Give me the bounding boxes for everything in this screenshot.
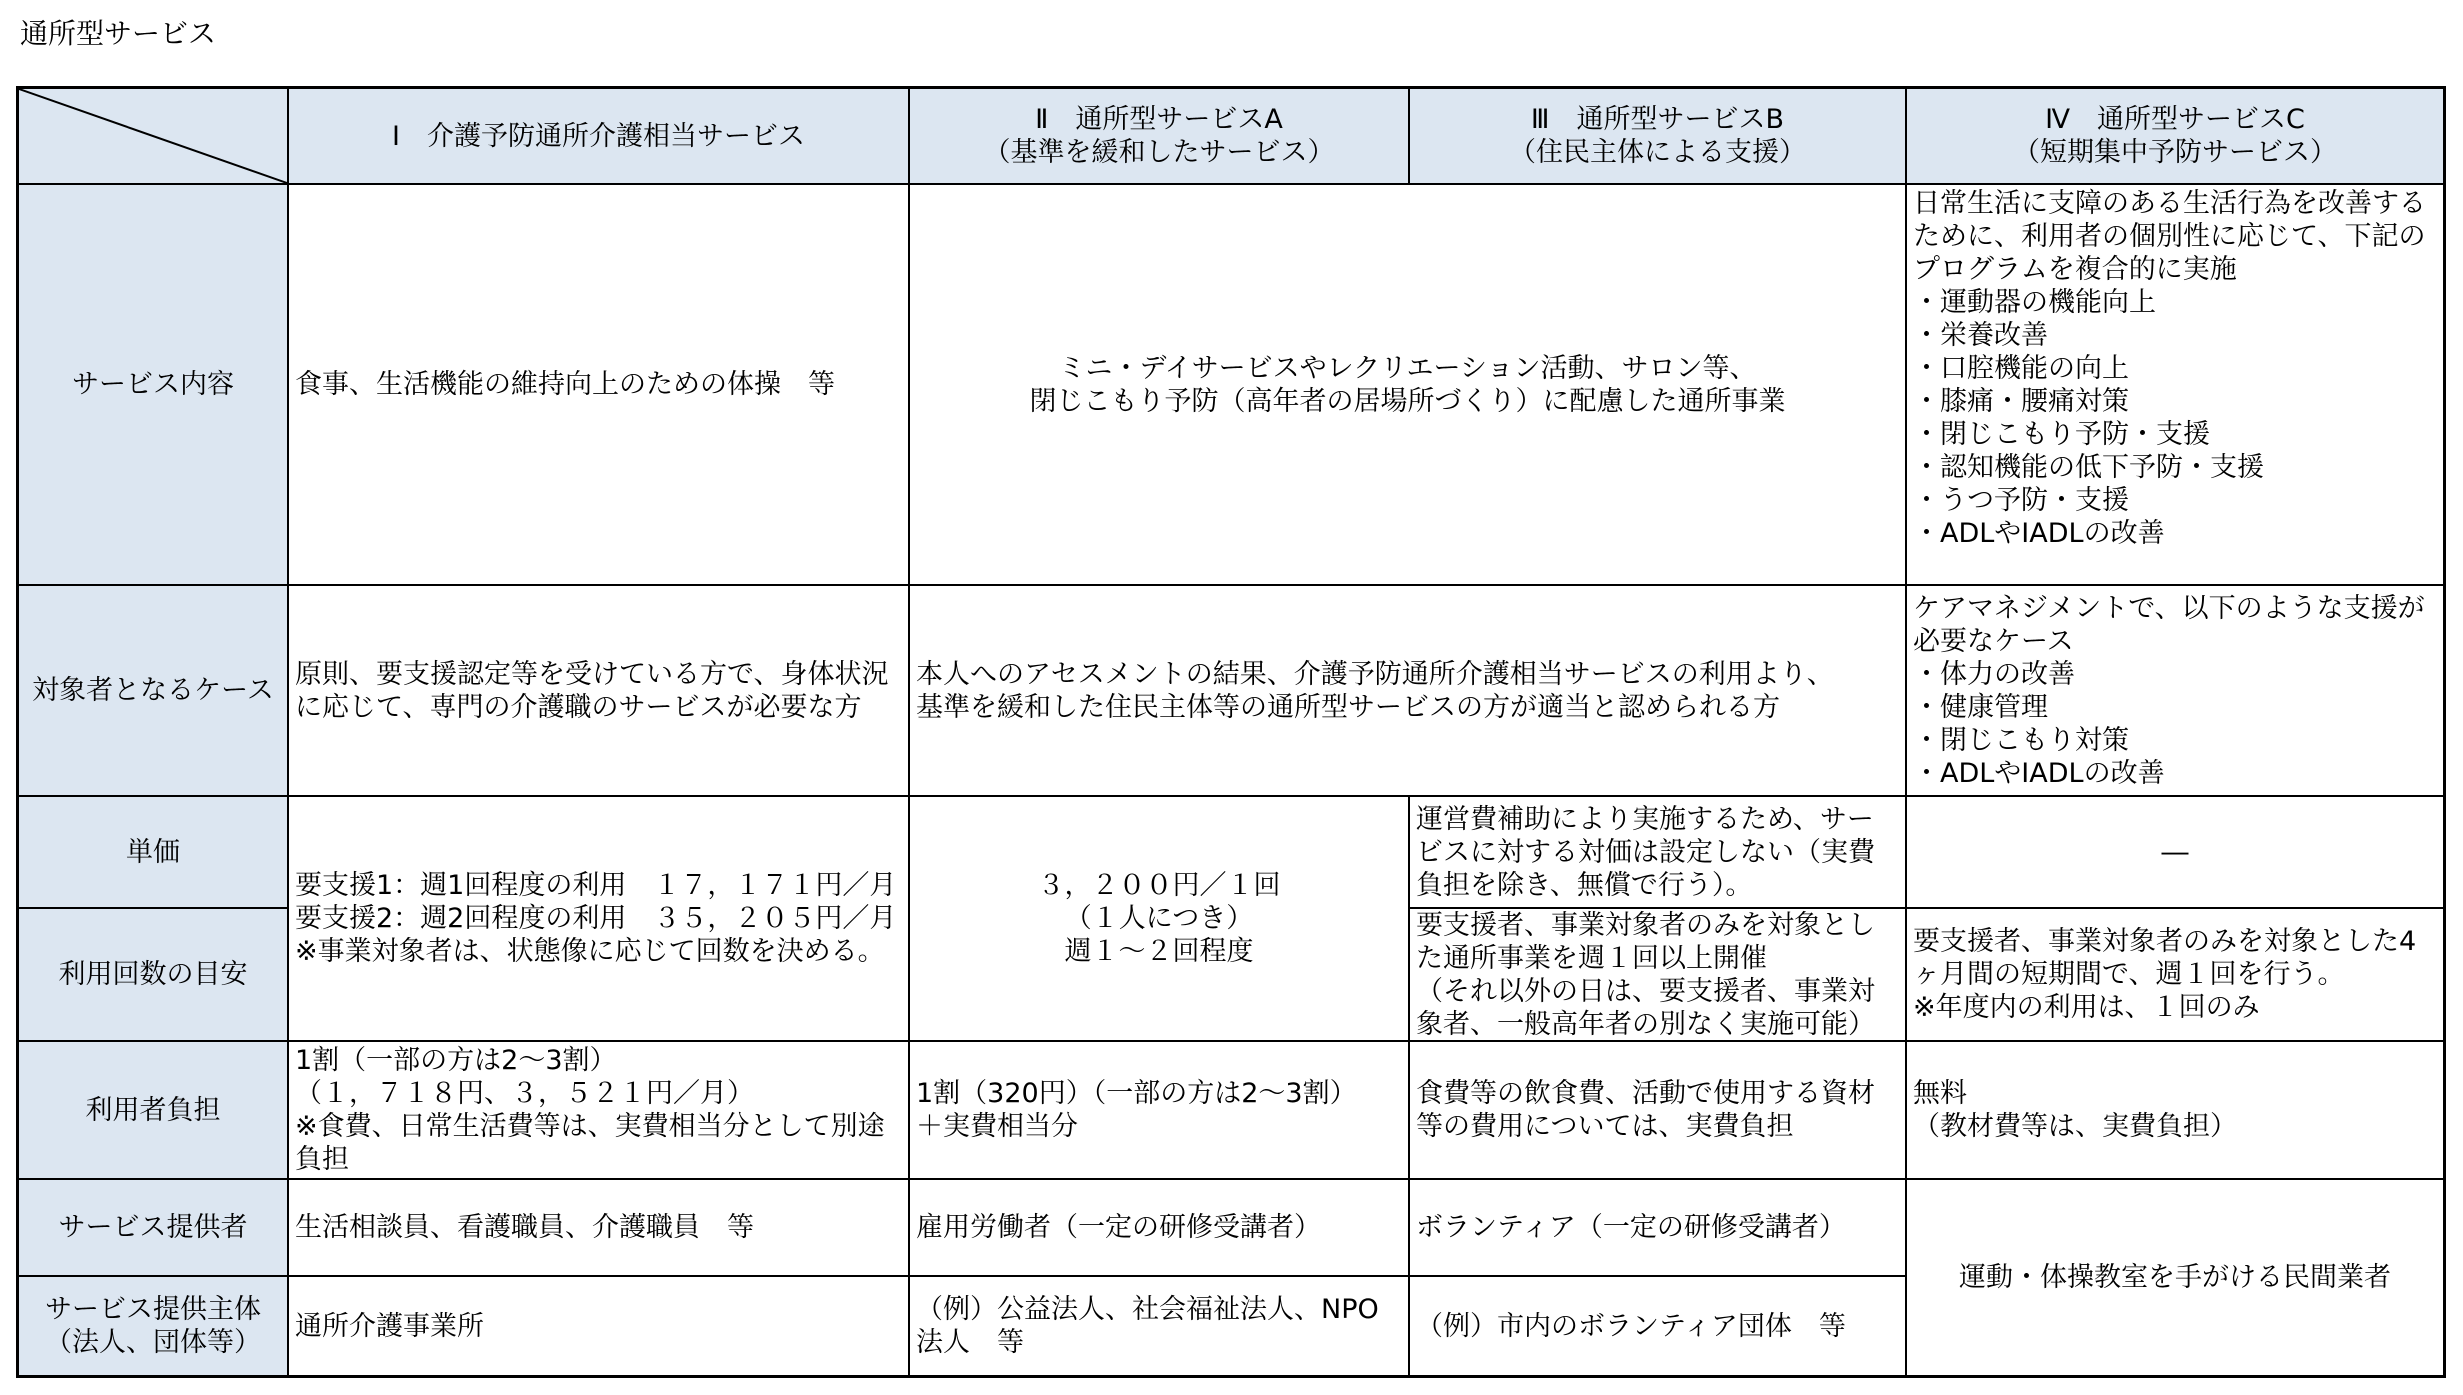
- target-c23: 本人へのアセスメントの結果、介護予防通所介護相当サービスの利用より、 基準を緩和した住民主体等の通所型サービスの方が適当と認められる方: [910, 586, 1907, 797]
- price-frequency-c1: 要支援1：週1回程度の利用 １７，１７１円／月 要支援2：週2回程度の利用 ３５，２０５円／月 ※事業対象者は、状態像に応じて回数を決める。: [289, 797, 910, 1042]
- page-title: 通所型サービス: [20, 17, 217, 50]
- row-header-burden: 利用者負担: [19, 1042, 289, 1180]
- burden-c2: 1割（320円）（一部の方は2～3割） ＋実費相当分: [910, 1042, 1410, 1180]
- row-header-service: サービス内容: [19, 185, 289, 586]
- row-header-target: 対象者となるケース: [19, 586, 289, 797]
- row-header-frequency: 利用回数の目安: [19, 909, 289, 1042]
- target-c4: ケアマネジメントで、以下のような支援が必要なケース ・体力の改善 ・健康管理 ・閉じこもり対策 ・ADLやIADLの改善: [1907, 586, 2443, 797]
- provider-c2: 雇用労働者（一定の研修受講者）: [910, 1180, 1410, 1277]
- service-c4: 日常生活に支障のある生活行為を改善するために、利用者の個別性に応じて、下記のプログラムを複合的に実施 ・運動器の機能向上 ・栄養改善 ・口腔機能の向上 ・膝痛・腰痛対策 ・閉じこもり予防・支援 ・認知機能の低下予防・支援 ・うつ予防・支援 ・ADLやIADLの改善: [1907, 185, 2443, 586]
- corner-header: [19, 89, 289, 185]
- burden-c3: 食費等の飲食費、活動で使用する資材等の費用については、実費負担: [1410, 1042, 1907, 1180]
- burden-c1: 1割（一部の方は2～3割） （１，７１８円、３，５２１円／月） ※食費、日常生活費等は、実費相当分として別途負担: [289, 1042, 910, 1180]
- price-c4: ―: [1907, 797, 2443, 909]
- target-c1: 原則、要支援認定等を受けている方で、身体状況に応じて、専門の介護職のサービスが必要な方: [289, 586, 910, 797]
- burden-c4: 無料 （教材費等は、実費負担）: [1907, 1042, 2443, 1180]
- col-header-1: Ⅰ 介護予防通所介護相当サービス: [289, 89, 910, 185]
- price-c3: 運営費補助により実施するため、サービスに対する対価は設定しない（実費負担を除き、無償で行う）。: [1410, 797, 1907, 909]
- service-table: [16, 86, 2446, 1378]
- service-c23: ミニ・デイサービスやレクリエーション活動、サロン等、 閉じこもり予防（高年者の居場所づくり）に配慮した通所事業: [910, 185, 1907, 586]
- provider-c3: ボランティア（一定の研修受講者）: [1410, 1180, 1907, 1277]
- col-header-3: Ⅲ 通所型サービスB （住民主体による支援）: [1410, 89, 1907, 185]
- row-header-entity: サービス提供主体 （法人、団体等）: [19, 1277, 289, 1375]
- service-c1: 食事、生活機能の維持向上のための体操 等: [289, 185, 910, 586]
- row-header-provider: サービス提供者: [19, 1180, 289, 1277]
- price-frequency-c2: ３，２００円／１回 （１人につき） 週１～２回程度: [910, 797, 1410, 1042]
- diagonal-line: [19, 89, 287, 183]
- frequency-c3: 要支援者、事業対象者のみを対象とした通所事業を週１回以上開催 （それ以外の日は、要支援者、事業対象者、一般高年者の別なく実施可能）: [1410, 909, 1907, 1042]
- entity-c2: （例）公益法人、社会福祉法人、NPO法人 等: [910, 1277, 1410, 1375]
- row-header-price: 単価: [19, 797, 289, 909]
- frequency-c4: 要支援者、事業対象者のみを対象とした4ヶ月間の短期間で、週１回を行う。 ※年度内の利用は、１回のみ: [1907, 909, 2443, 1042]
- col-header-2: Ⅱ 通所型サービスA （基準を緩和したサービス）: [910, 89, 1410, 185]
- entity-c3: （例）市内のボランティア団体 等: [1410, 1277, 1907, 1375]
- provider-c1: 生活相談員、看護職員、介護職員 等: [289, 1180, 910, 1277]
- entity-c1: 通所介護事業所: [289, 1277, 910, 1375]
- col-header-4: Ⅳ 通所型サービスC （短期集中予防サービス）: [1907, 89, 2443, 185]
- provider-entity-c4: 運動・体操教室を手がける民間業者: [1959, 1262, 2391, 1293]
